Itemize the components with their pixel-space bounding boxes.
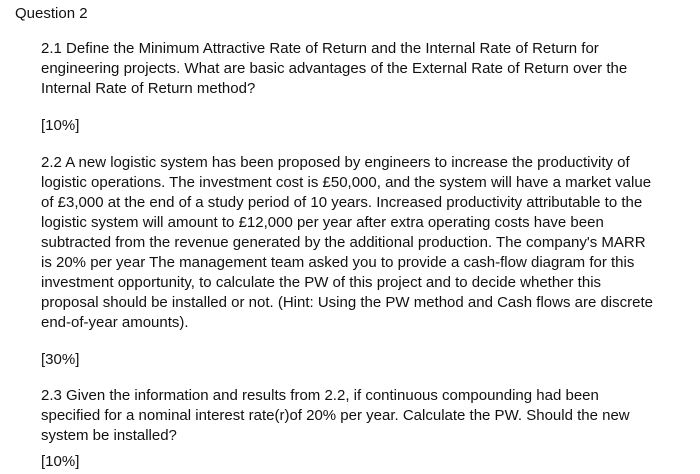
q3-marks: [10%] [41,453,80,470]
question-heading: Question 2 [15,5,88,22]
q3-line-2: specified for a nominal interest rate(r)of 20% per year. Calculate the PW. Should the new [41,407,630,424]
q2-line-6: is 20% per year The management team asked you to provide a cash-flow diagram for this [41,254,635,271]
q2-line-3: of £3,000 at the end of a study period of 10 years. Increased productivity attributable to the [41,194,643,211]
q1-line-3: Internal Rate of Return method? [41,80,256,97]
q2-line-9: end-of-year amounts). [41,314,189,331]
q1-line-1: 2.1 Define the Minimum Attractive Rate of Return and the Internal Rate of Return for [41,40,599,57]
q2-line-8: proposal should be installed or not. (Hint: Using the PW method and Cash flows are discrete [41,294,653,311]
q2-line-5: subtracted from the revenue generated by the additional production. The company's MARR [41,234,646,251]
q2-line-2: logistic operations. The investment cost is £50,000, and the system will have a market value [41,174,652,191]
q2-marks: [30%] [41,351,80,368]
q2-line-7: investment opportunity, to calculate the PW of this project and to decide whether this [41,274,602,291]
q1-marks: [10%] [41,117,80,134]
q2-line-4: logistic system will amount to £12,000 per year after extra operating costs have been [41,214,604,231]
q1-line-2: engineering projects. What are basic advantages of the External Rate of Return over the [41,60,628,77]
q3-line-3: system be installed? [41,427,177,444]
q3-line-1: 2.3 Given the information and results from 2.2, if continuous compounding had been [41,387,599,404]
q2-line-1: 2.2 A new logistic system has been proposed by engineers to increase the productivity of [41,154,630,171]
